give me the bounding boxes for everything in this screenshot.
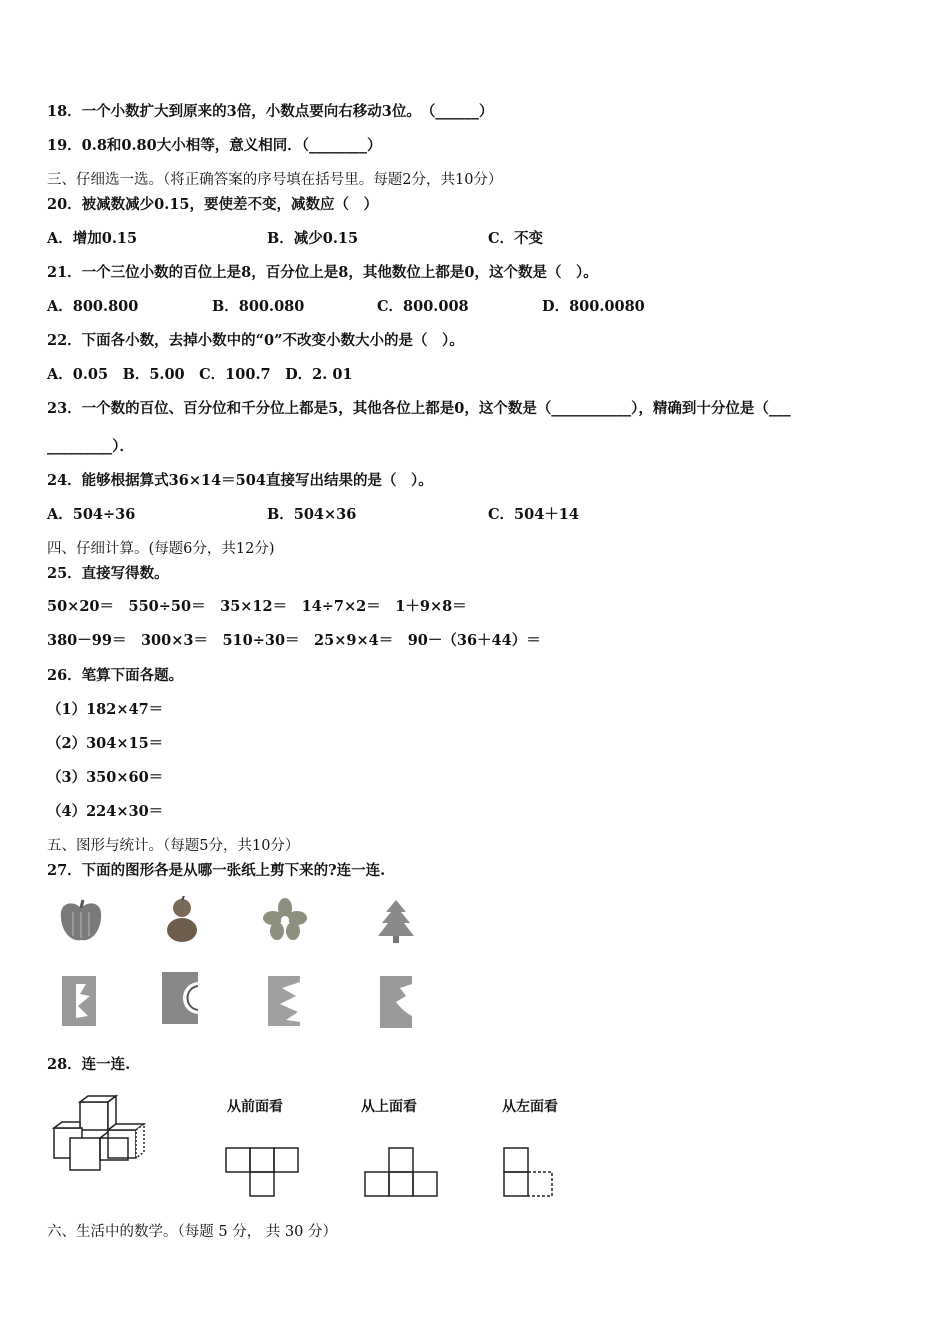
q26-item-3: （3）350×60＝ — [47, 769, 164, 786]
q25-row-2: 380－99＝ 300×3＝ 510÷30＝ 25×9×4＝ 90－（36＋44）＝ — [47, 632, 541, 649]
cube-stack-figure — [50, 1094, 150, 1174]
q24-option-b: B．504×36 — [267, 506, 357, 523]
question-22: 22．下面各小数，去掉小数中的“0”不改变小数大小的是（ ）。 — [47, 332, 464, 349]
section-4-heading: 四、仔细计算。(每题6分，共12分) — [47, 541, 275, 557]
q20-option-c: C．不变 — [488, 230, 544, 247]
q20-option-b: B．减少0.15 — [267, 230, 359, 247]
view-label-left: 从左面看 — [502, 1099, 558, 1115]
view-label-front: 从前面看 — [227, 1099, 283, 1115]
question-21: 21．一个三位小数的百位上是8，百分位上是8，其他数位上都是0，这个数是（ ）。 — [47, 264, 598, 281]
q21-option-b: B．800.080 — [212, 298, 305, 315]
paper-e-shape-icon-2 — [268, 976, 300, 1026]
section-6-heading: 六、生活中的数学。（每题 5 分， 共 30 分） — [47, 1224, 337, 1240]
q26-item-4: （4）224×30＝ — [47, 803, 164, 820]
question-23-line2: _________）． — [47, 438, 134, 455]
gourd-cutout-icon — [160, 896, 204, 946]
flower-cutout-icon — [262, 897, 308, 943]
question-23-line1: 23．一个数的百位、百分位和千分位上都是5，其他各位上都是0，这个数是（___________），精确到十分位是（___ — [47, 400, 791, 417]
question-18: 18．一个小数扩大到原来的3倍，小数点要向右移动3位。 （______） — [47, 103, 494, 120]
q21-option-c: C．800.008 — [377, 298, 469, 315]
section-3-heading: 三、仔细选一选。（将正确答案的序号填在括号里。每题2分，共10分） — [47, 172, 503, 188]
question-26: 26．笔算下面各题。 — [47, 667, 184, 684]
q20-option-a: A．增加0.15 — [47, 230, 138, 247]
q21-option-a: A．800.800 — [47, 298, 139, 315]
front-view-drawing — [222, 1146, 302, 1198]
question-28: 28．连一连. — [47, 1056, 131, 1073]
question-27: 27．下面的图形各是从哪一张纸上剪下来的?连一连. — [47, 862, 386, 879]
top-view-drawing — [361, 1146, 441, 1200]
q26-item-1: （1）182×47＝ — [47, 701, 164, 718]
q22-options: A．0.05 B．5.00 C．100.7 D．2. 01 — [47, 366, 353, 383]
paper-e-shape-icon-1 — [62, 976, 96, 1026]
q25-row-1: 50×20＝ 550÷50＝ 35×12＝ 14÷7×2＝ 1＋9×8＝ — [47, 598, 467, 615]
question-24: 24．能够根据算式36×14＝504直接写出结果的是（ ）。 — [47, 472, 433, 489]
section-5-heading: 五、图形与统计。（每题5分，共10分） — [47, 838, 300, 854]
left-view-drawing — [500, 1146, 556, 1200]
question-25: 25．直接写得数。 — [47, 565, 169, 582]
question-19: 19．0.8和0.80大小相等，意义相同．（________） — [47, 137, 382, 154]
q21-option-d: D．800.0080 — [542, 298, 645, 315]
q26-item-2: （2）304×15＝ — [47, 735, 164, 752]
paper-e-shape-icon-3 — [380, 976, 412, 1028]
tree-cutout-icon — [375, 898, 417, 944]
q24-option-c: C．504＋14 — [488, 506, 579, 523]
apple-cutout-icon — [55, 898, 107, 946]
paper-c-shape-icon — [162, 972, 198, 1024]
q24-option-a: A．504÷36 — [47, 506, 136, 523]
view-label-top: 从上面看 — [361, 1099, 417, 1115]
question-20: 20．被减数减少0.15，要使差不变，减数应（ ） — [47, 196, 378, 213]
